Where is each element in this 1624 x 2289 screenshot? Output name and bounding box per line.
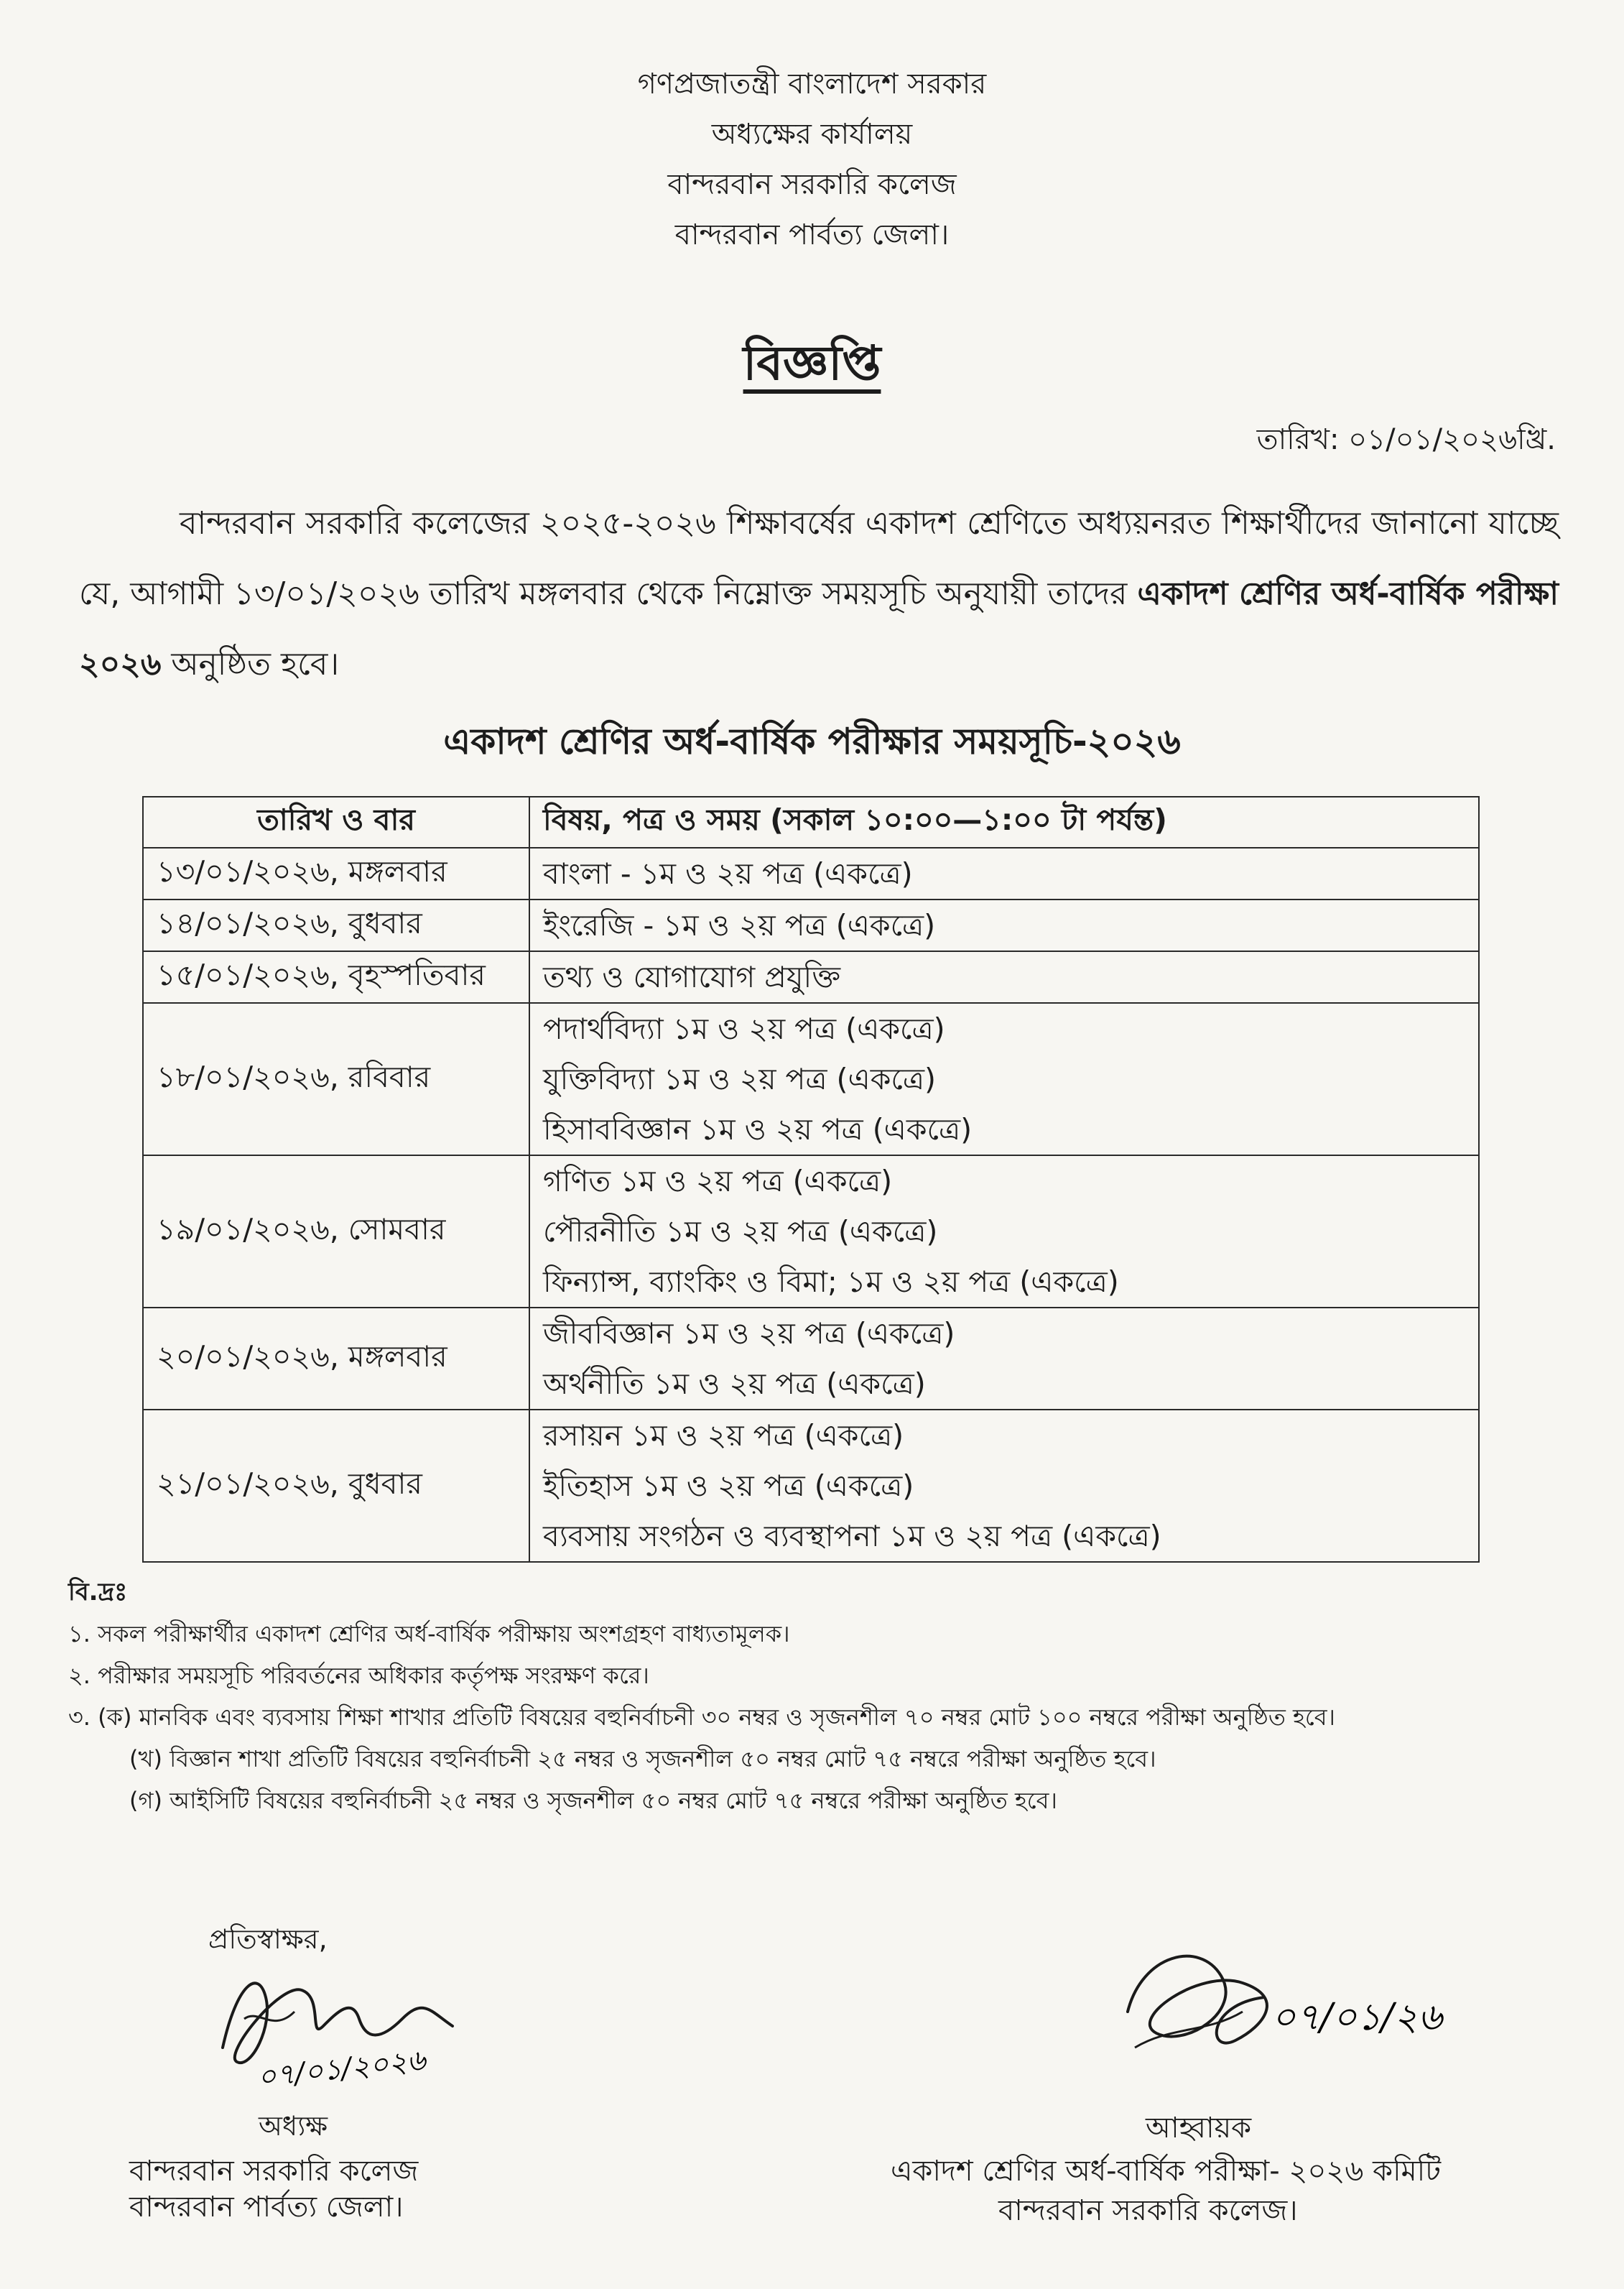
- notes-list: [68, 1613, 1577, 1821]
- principal-title: অধ্যক্ষ: [259, 2110, 328, 2142]
- schedule-table: [142, 796, 1480, 1563]
- countersign-label: প্রতিস্বাক্ষর,: [208, 1923, 328, 1955]
- subject-line: পদার্থবিদ্যা ১ম ও ২য় পত্র (একত্রে): [543, 1012, 945, 1046]
- govt-header: গণপ্রজাতন্ত্রী বাংলাদেশ সরকার: [637, 68, 987, 101]
- exam-date-cell: ২১/০১/২০২৬, বুধবার: [143, 1410, 529, 1562]
- subject-line: যুক্তিবিদ্যা ১ম ও ২য় পত্র (একত্রে): [543, 1062, 936, 1096]
- table-header-row: [143, 797, 1479, 848]
- notice-text: বান্দরবান সরকারি কলেজের ২০২৫-২০২৬ শিক্ষাবর্ষের একাদশ শ্রেণিতে অধ্যয়নরত শিক্ষার্থীদের জানানো যাচ্ছে যে, আগামী ১৩/০১/২০২৬ তারিখ মঙ্গলবার থেকে নিম্নোক্ত সময়সূচি অনুযায়ী তাদের: [79, 505, 1559, 612]
- note-subitem: (গ) আইসিটি বিষয়ের বহুনির্বাচনী ২৫ নম্বর ও সৃজনশীল ৫০ নম্বর মোট ৭৫ নম্বরে পরীক্ষা অনুষ্ঠিত হবে।: [129, 1787, 1057, 1814]
- notice-date: তারিখ: ০১/০১/২০২৬খ্রি.: [1256, 423, 1556, 456]
- column-header-date: তারিখ ও বার: [143, 797, 529, 848]
- table-row: [143, 1003, 1479, 1155]
- college-header: বান্দরবান সরকারি কলেজ: [667, 168, 957, 201]
- subject-line: ইতিহাস ১ম ও ২য় পত্র (একত্রে): [543, 1469, 914, 1503]
- subject-line: হিসাববিজ্ঞান ১ম ও ২য় পত্র (একত্রে): [543, 1112, 973, 1147]
- table-row: [143, 1410, 1479, 1562]
- exam-date-cell: ১৫/০১/২০২৬, বৃহস্পতিবার: [143, 951, 529, 1003]
- schedule-title: একাদশ শ্রেণির অর্ধ-বার্ষিক পরীক্ষার সময়সূচি-২০২৬: [443, 721, 1181, 762]
- notice-paragraph: [79, 489, 1559, 700]
- principal-signature-date: ০৭/০১/২০২৬: [256, 2043, 427, 2094]
- notes-label: বি.দ্রঃ: [68, 1578, 128, 1606]
- subject-line: রসায়ন ১ম ও ২য় পত্র (একত্রে): [543, 1418, 904, 1453]
- exam-date-cell: ১৩/০১/২০২৬, মঙ্গলবার: [143, 848, 529, 900]
- table-row: [143, 1155, 1479, 1308]
- exam-date-cell: ১৯/০১/২০২৬, সোমবার: [143, 1155, 529, 1308]
- notice-highlight: একাদশ শ্রেণির অর্ধ-বার্ষিক পরীক্ষা ২০২৬: [79, 575, 1559, 683]
- principal-org: বান্দরবান সরকারি কলেজ: [129, 2155, 419, 2188]
- subject-line: পৌরনীতি ১ম ও ২য় পত্র (একত্রে): [543, 1214, 938, 1249]
- column-header-subject: বিষয়, পত্র ও সময় (সকাল ১০:০০—১:০০ টা পর্যন্ত): [529, 797, 1479, 848]
- exam-subjects-cell: [529, 848, 1479, 900]
- table-row: [143, 900, 1479, 951]
- table-row: [143, 848, 1479, 900]
- convener-signature-date: ০৭/০১/২৬: [1271, 1996, 1442, 2039]
- subject-line: ফিন্যান্স, ব্যাংকিং ও বিমা; ১ম ও ২য় পত্র (একত্রে): [543, 1264, 1119, 1299]
- exam-subjects-cell: [529, 1155, 1479, 1308]
- note-item: ১. সকল পরীক্ষার্থীর একাদশ শ্রেণির অর্ধ-বার্ষিক পরীক্ষায় অংশগ্রহণ বাধ্যতামূলক।: [68, 1620, 790, 1647]
- subject-line: অর্থনীতি ১ম ও ২য় পত্র (একত্রে): [543, 1367, 926, 1401]
- schedule-body: [143, 848, 1479, 1562]
- principal-signature: [194, 1940, 496, 2098]
- subject-line: তথ্য ও যোগাযোগ প্রযুক্তি: [543, 960, 841, 994]
- exam-date-cell: ২০/০১/২০২৬, মঙ্গলবার: [143, 1308, 529, 1410]
- exam-date-cell: ১৪/০১/২০২৬, বুধবার: [143, 900, 529, 951]
- subject-line: জীববিজ্ঞান ১ম ও ২য় পত্র (একত্রে): [543, 1316, 955, 1351]
- subject-line: গণিত ১ম ও ২য় পত্র (একত্রে): [543, 1164, 893, 1198]
- convener-title: আহ্বায়ক: [1146, 2112, 1252, 2145]
- subject-line: ইংরেজি - ১ম ও ২য় পত্র (একত্রে): [543, 908, 936, 943]
- notice-text-end: অনুষ্ঠিত হবে।: [161, 646, 340, 683]
- subject-line: ব্যবসায় সংগঠন ও ব্যবস্থাপনা ১ম ও ২য় পত্র (একত্রে): [543, 1519, 1161, 1553]
- exam-subjects-cell: [529, 1410, 1479, 1562]
- note-item: ৩. (ক) মানবিক এবং ব্যবসায় শিক্ষা শাখার প্রতিটি বিষয়ের বহুনির্বাচনী ৩০ নম্বর ও সৃজনশীল ৭০ নম্বর মোট ১০০ নম্বরে পরীক্ষা অনুষ্ঠিত হবে।: [68, 1703, 1335, 1731]
- exam-subjects-cell: [529, 951, 1479, 1003]
- table-row: [143, 951, 1479, 1003]
- note-item: ২. পরীক্ষার সময়সূচি পরিবর্তনের অধিকার কর্তৃপক্ষ সংরক্ষণ করে।: [68, 1662, 649, 1689]
- notice-title: বিজ্ঞপ্তি: [743, 336, 881, 391]
- convener-college: বান্দরবান সরকারি কলেজ।: [998, 2194, 1298, 2227]
- exam-subjects-cell: [529, 1003, 1479, 1155]
- exam-subjects-cell: [529, 1308, 1479, 1410]
- exam-subjects-cell: [529, 900, 1479, 951]
- principal-district: বান্দরবান পার্বত্য জেলা।: [129, 2191, 404, 2224]
- convener-signature: [1099, 1925, 1501, 2084]
- note-subitem: (খ) বিজ্ঞান শাখা প্রতিটি বিষয়ের বহুনির্বাচনী ২৫ নম্বর ও সৃজনশীল ৫০ নম্বর মোট ৭৫ নম্বরে পরীক্ষা অনুষ্ঠিত হবে।: [129, 1745, 1156, 1772]
- convener-committee: একাদশ শ্রেণির অর্ধ-বার্ষিক পরীক্ষা- ২০২৬ কমিটি: [891, 2155, 1441, 2188]
- subject-line: বাংলা - ১ম ও ২য় পত্র (একত্রে): [543, 856, 913, 891]
- exam-date-cell: ১৮/০১/২০২৬, রবিবার: [143, 1003, 529, 1155]
- office-header: অধ্যক্ষের কার্যালয়: [711, 118, 913, 151]
- district-header: বান্দরবান পার্বত্য জেলা।: [674, 218, 950, 251]
- table-row: [143, 1308, 1479, 1410]
